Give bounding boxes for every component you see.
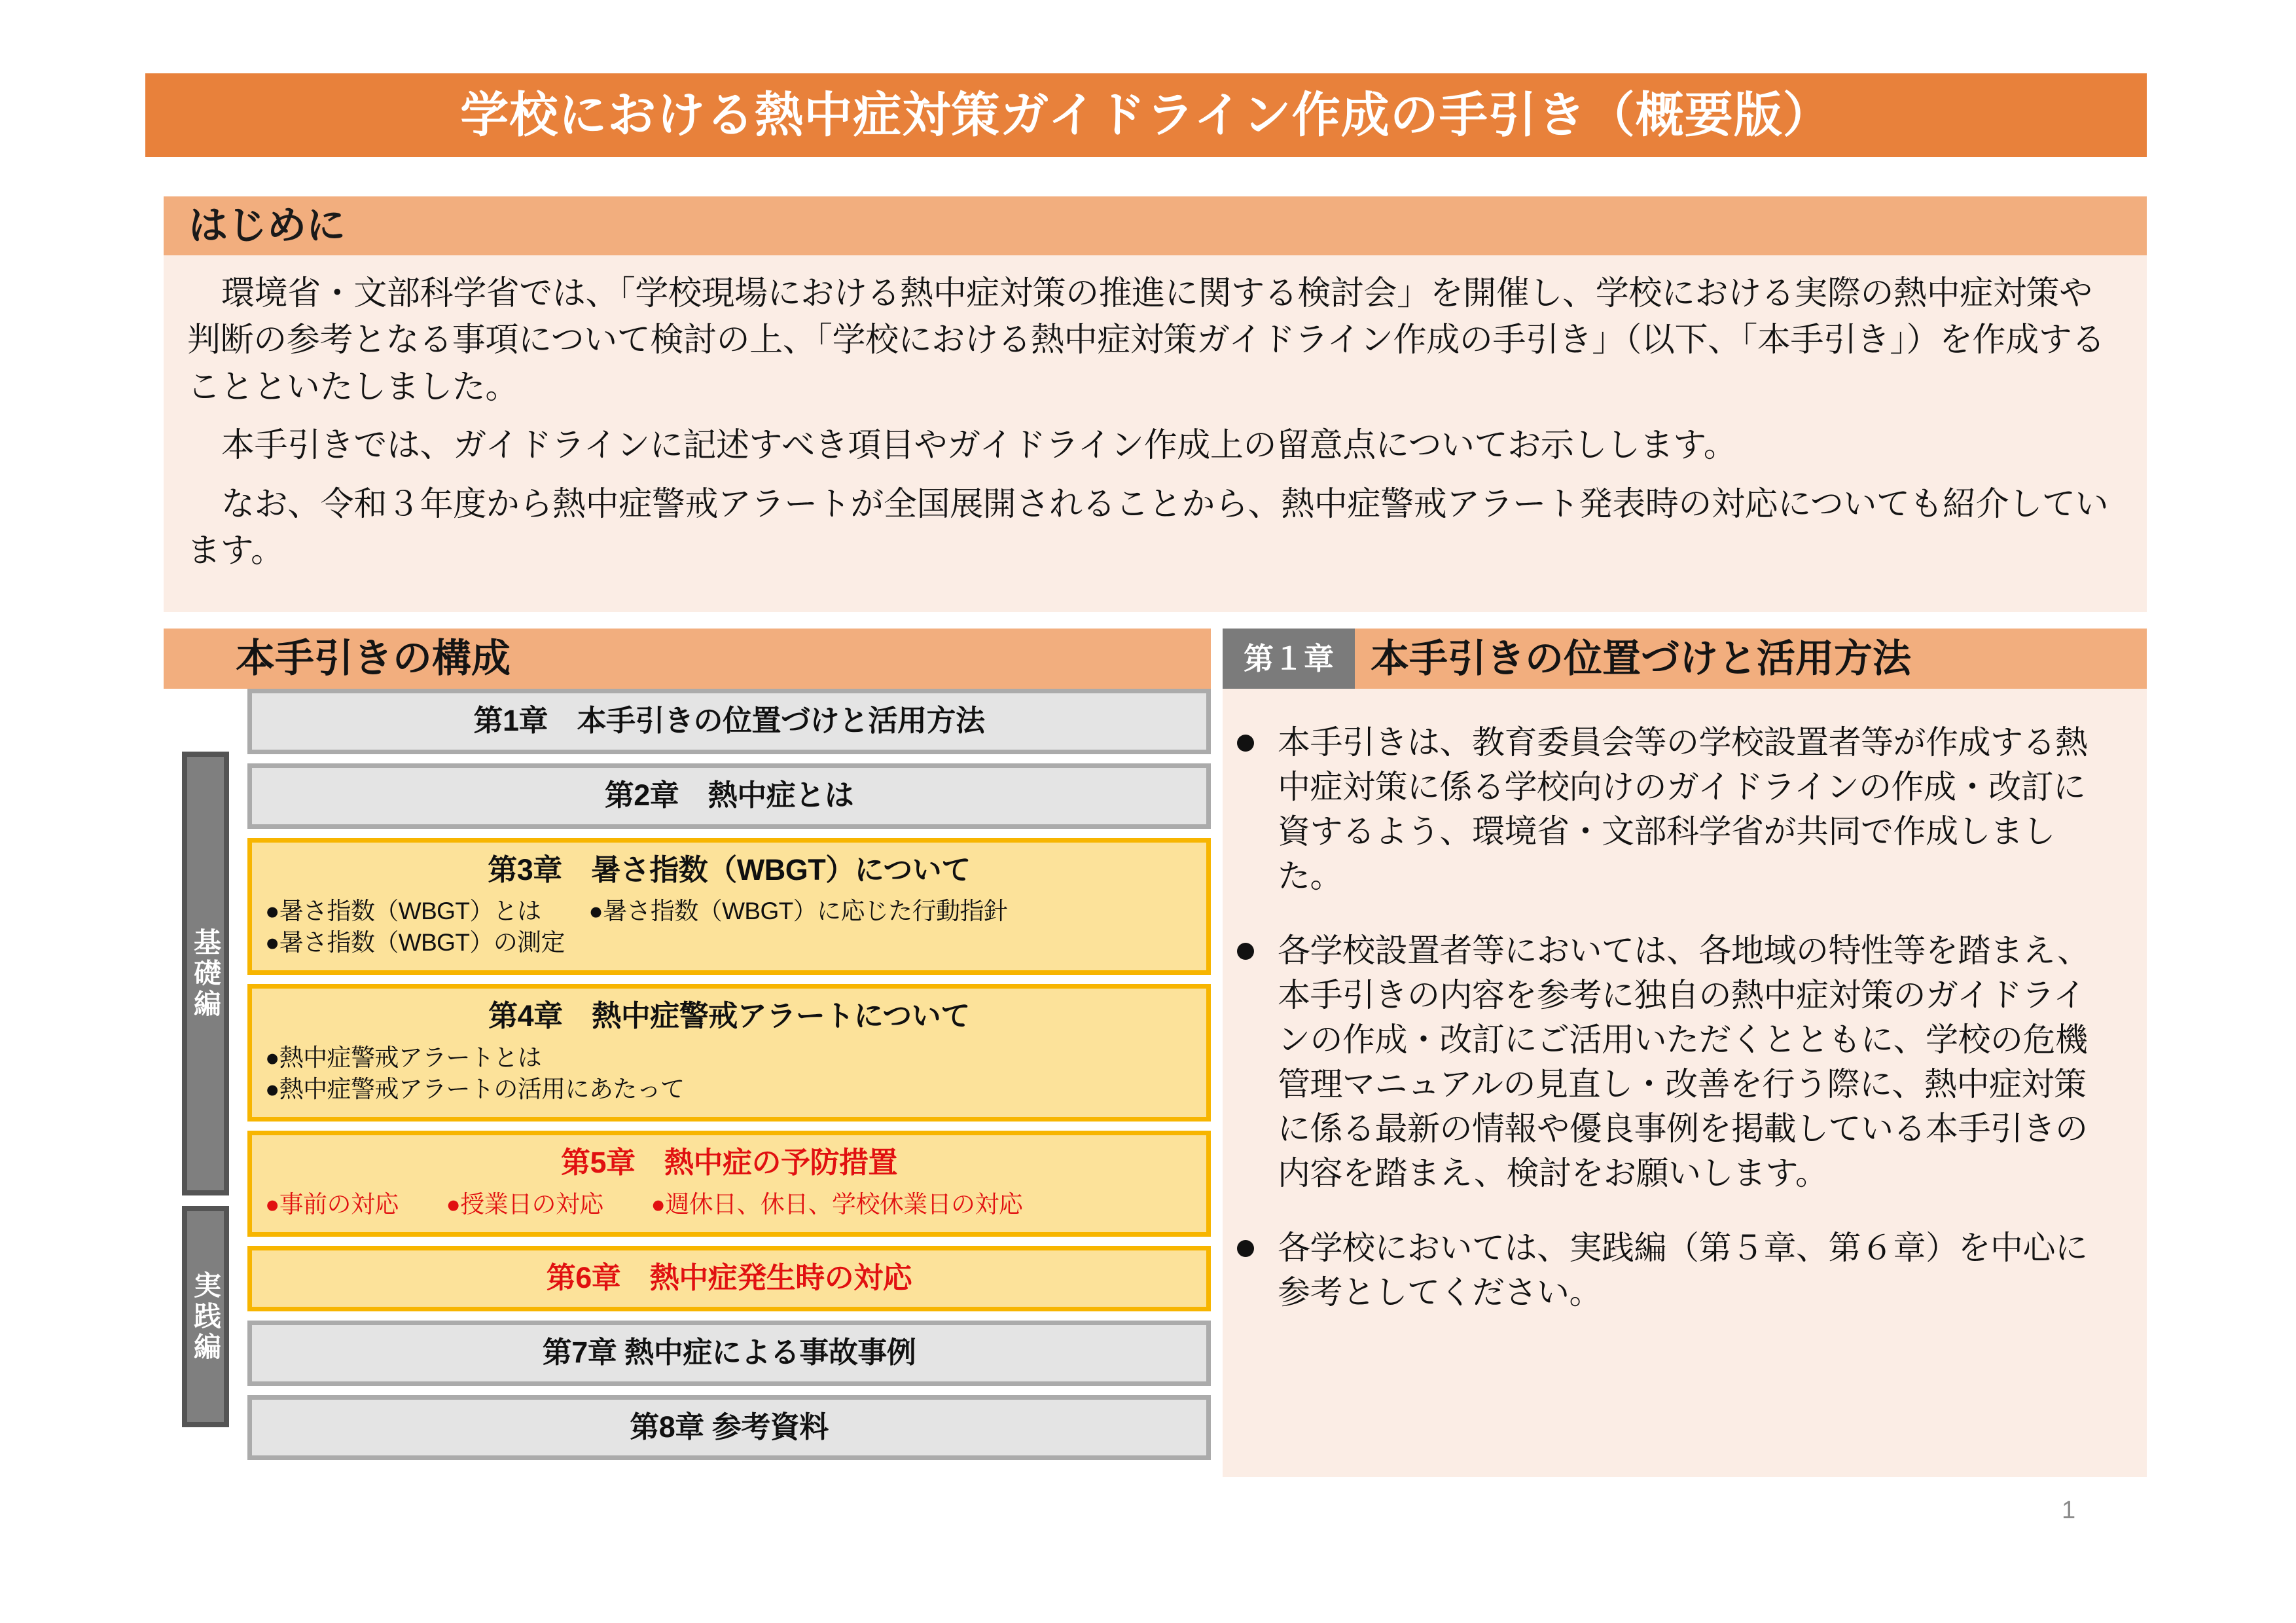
chapter-title: 第7章 熱中症による事故事例 bbox=[542, 1335, 916, 1369]
intro-section-body bbox=[164, 255, 2147, 612]
side-tab-basic bbox=[182, 752, 229, 1195]
chapter-subtopic: ●事前の対応 ●授業日の対応 ●週休日、休日、学校休業日の対応 bbox=[265, 1191, 1023, 1218]
bullet-text: 本手引きは、教育委員会等の学校設置者等が作成する熱中症対策に係る学校向けのガイドラインの作成・改訂に資するよう、環境省・文部科学省が共同で作成しました。 bbox=[1278, 724, 2088, 894]
bullet-dot-icon bbox=[1237, 1240, 1254, 1257]
chapter-title: 第8章 参考資料 bbox=[630, 1410, 829, 1444]
side-tab-practice bbox=[182, 1206, 229, 1427]
bullet-text: 各学校設置者等においては、各地域の特性等を踏まえ、本手引きの内容を参考に独自の熱中症対策のガイドラインの作成・改訂にご活用いただくとともに、学校の危機管理マニュアルの見直し・改善を行う際に、熱中症対策に係る最新の情報や優良事例を掲載している本手引きの内容を踏まえ、検討をお願いします。 bbox=[1278, 932, 2090, 1192]
chapter-subtopics bbox=[252, 1189, 1206, 1220]
chapter-item[interactable] bbox=[247, 763, 1211, 829]
bullet-list-item bbox=[1237, 928, 2114, 1195]
bullet-dot-icon bbox=[1237, 735, 1254, 752]
intro-paragraph: 環境省・文部科学省では、「学校現場における熱中症対策の推進に関する検討会」を開催し、学校における実際の熱中症対策や判断の参考となる事項について検討の上、「学校における熱中症対策ガイドライン作成の手引き」（以下、「本手引き」）を作成することといたしました。 bbox=[187, 274, 2105, 405]
chapter-title: 第5章 熱中症の予防措置 bbox=[560, 1146, 898, 1180]
chapter-subtopic: ●熱中症警戒アラートとは bbox=[265, 1044, 542, 1072]
structure-section-header bbox=[164, 629, 1211, 689]
intro-paragraph: 本手引きでは、ガイドラインに記述すべき項目やガイドライン作成上の留意点についてお示しします。 bbox=[221, 426, 1737, 464]
page-title: 学校における熱中症対策ガイドライン作成の手引き（概要版） bbox=[460, 88, 1832, 142]
chapter-title: 第1章 本手引きの位置づけと活用方法 bbox=[473, 704, 985, 737]
chapter-item[interactable] bbox=[247, 1395, 1211, 1461]
chapter-title: 第2章 熱中症とは bbox=[604, 778, 854, 812]
chapter-item[interactable] bbox=[247, 1131, 1211, 1237]
chapter-item[interactable] bbox=[247, 838, 1211, 976]
chapter-subtopic: ●暑さ指数（WBGT）の測定 bbox=[265, 929, 565, 957]
chapter-subtopic: ●熱中症警戒アラートの活用にあたって bbox=[265, 1076, 685, 1103]
intro-paragraph: なお、令和３年度から熱中症警戒アラートが全国展開されることから、熱中症警戒アラート発表時の対応についても紹介しています。 bbox=[187, 484, 2109, 569]
chapter1-section-header bbox=[1223, 629, 2147, 689]
intro-heading: はじめに bbox=[188, 204, 346, 247]
bullet-dot-icon bbox=[1237, 943, 1254, 960]
bullet-list-item bbox=[1237, 1226, 2114, 1315]
chapter-title: 第6章 熱中症発生時の対応 bbox=[546, 1261, 912, 1295]
bullet-text: 各学校においては、実践編（第５章、第６章）を中心に参考としてください。 bbox=[1278, 1230, 2088, 1311]
side-tab-basic-label: 基礎編 bbox=[190, 927, 221, 1020]
chapter-item[interactable] bbox=[247, 1246, 1211, 1311]
intro-section-header bbox=[164, 196, 2147, 255]
chapter-number-badge: 第１章 bbox=[1223, 629, 1355, 689]
chapter-subtopic: ●暑さ指数（WBGT）とは ●暑さ指数（WBGT）に応じた行動指針 bbox=[265, 898, 1008, 925]
chapter-item[interactable] bbox=[247, 1321, 1211, 1386]
document-title-bar bbox=[145, 73, 2147, 157]
bullet-list-item bbox=[1237, 720, 2114, 898]
chapter-item[interactable] bbox=[247, 984, 1211, 1122]
structure-heading: 本手引きの構成 bbox=[236, 636, 511, 680]
chapter-title: 第4章 熱中症警戒アラートについて bbox=[488, 999, 970, 1033]
structure-section-body bbox=[164, 689, 1211, 1477]
page-number: 1 bbox=[2062, 1497, 2076, 1524]
chapter-title: 第3章 暑さ指数（WBGT）について bbox=[488, 852, 971, 886]
chapter-item[interactable] bbox=[247, 689, 1211, 754]
chapter-list bbox=[247, 689, 1211, 1469]
chapter-subtopics bbox=[252, 1042, 1206, 1105]
chapter-subtopics bbox=[252, 896, 1206, 958]
chapter1-section-body bbox=[1223, 689, 2147, 1477]
chapter1-heading: 本手引きの位置づけと活用方法 bbox=[1371, 636, 1912, 680]
side-tab-practice-label: 実践編 bbox=[190, 1270, 221, 1363]
